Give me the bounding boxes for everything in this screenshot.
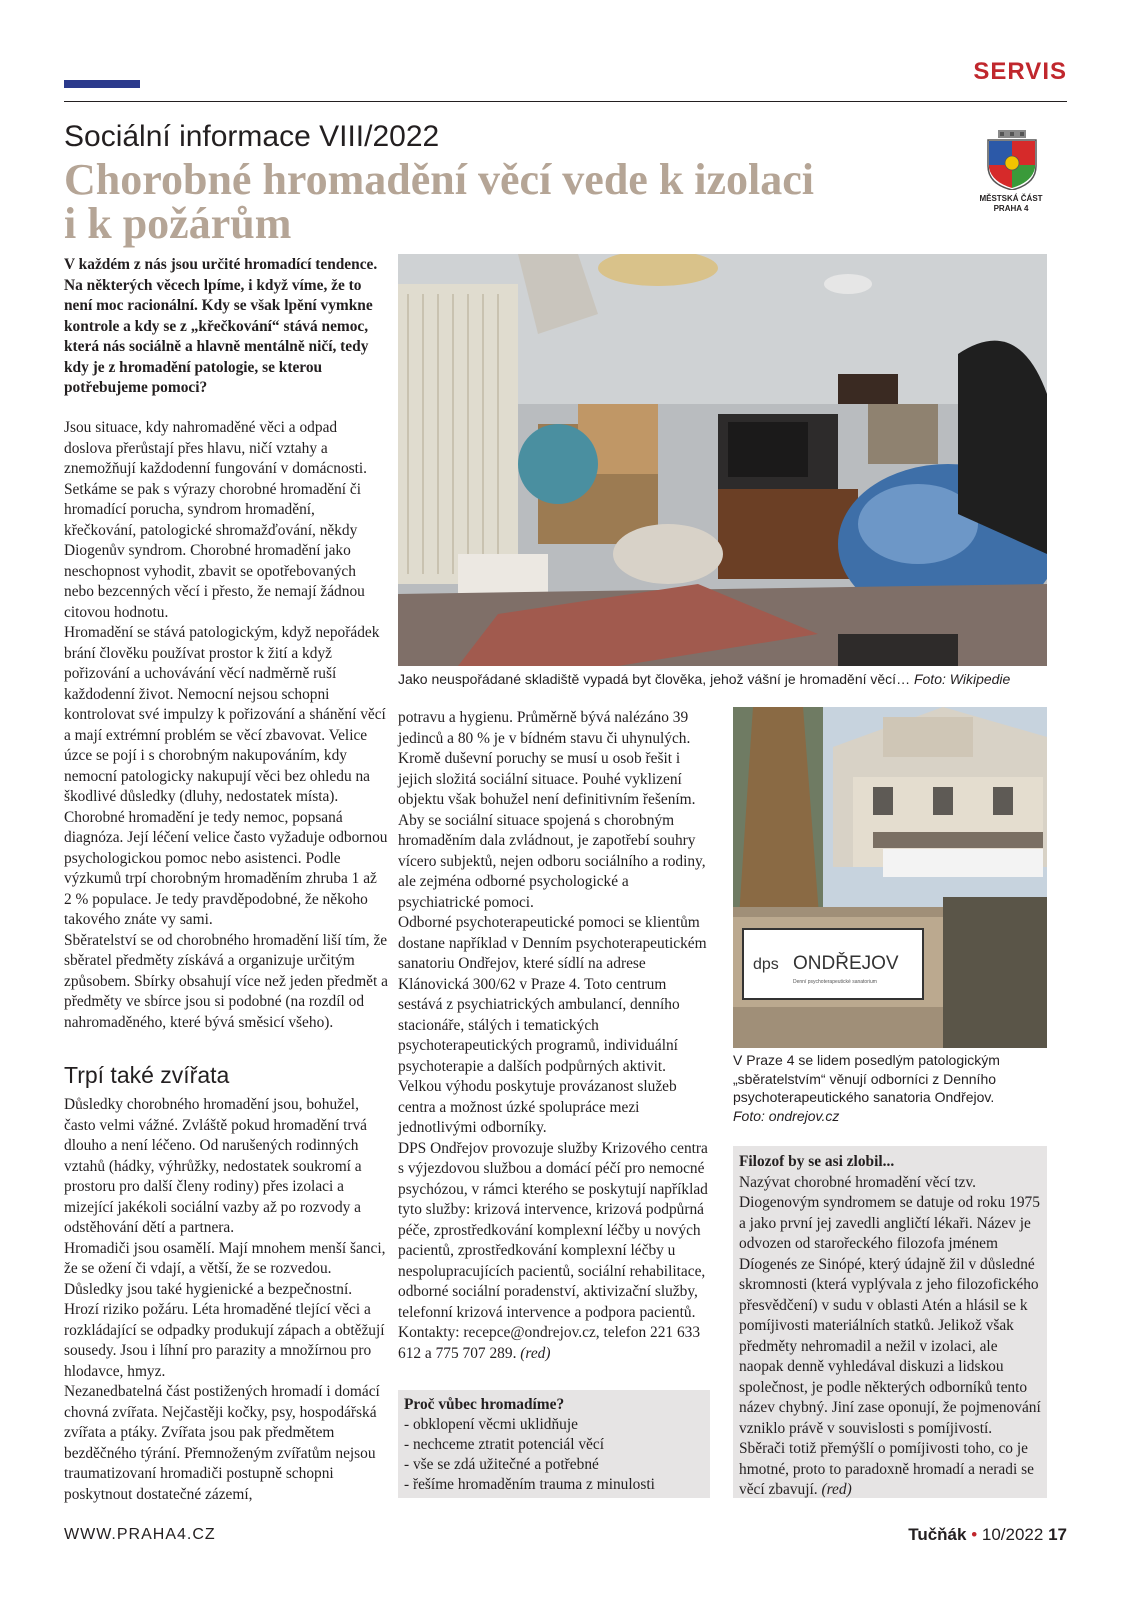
box-body: Nazývat chorobné hromadění věcí tzv. Diogenovým syndromem se datuje od roku 1975 a jako první jej zavedli angličtí lékaři. Název je odvozen od starořeckého filozofa jménem Díogenés ze Sinópé, který údajně žil v důsledné skromnosti (která vyplývala z jeho filozofického přesvědčení) v sudu v oblasti Atén a hlásil se k pomíjivosti materiálních statků. Jelikož však předměty nehromadil a nežil v izolaci, ale naopak denně vyhledával diskuzi a lidskou společnost, je podle některých odborníků tento název chybný. Jiní zase oponují, že pojmenování vzniklo právě v souvislosti s pomíjivostí. Sběrači totiž přemýšlí o pomíjivosti toho, co je hmotné, proto to paradoxně hromadí a neradi se věcí zbavují. <box>739 1173 1041 1498</box>
header-rule <box>64 101 1067 102</box>
list-item: - řešíme hromaděním trauma z minulosti <box>404 1476 655 1493</box>
photo-2-caption <box>733 1051 1047 1125</box>
section-label: SERVIS <box>973 58 1067 85</box>
paragraph: potravu a hygienu. Průměrně bývá nalézáno 39 jedinců a 80 % je v bídném stavu či uhynulých. Kromě duševní poruchy se musí u osob řešit i jejich složitá sociální situace. Pouhé vyklizení objektu však bohužel není definitivním řešením. Aby se sociální situace spojená s chorobným hromaděním dala zvládnout, je zapotřebí souhry vícero subjektů, nejen odboru sociálního a rodiny, ale zejména odborné psychologické a psychiatrické pomoci. <box>398 709 706 911</box>
list-item: - nechceme ztratit potenciál věcí <box>404 1436 604 1453</box>
article-column-1-continued <box>64 1095 388 1505</box>
philosopher-box <box>733 1146 1047 1498</box>
paragraph <box>398 1139 710 1365</box>
paragraph: Nezanedbatelná část postižených hromadí i domácí chovná zvířata. Nejčastěji kočky, psy, hospodářská zvířata a ptáky. Zvířata jsou pak předmětem bezděčného týrání. Přemnoženým zvířatům nejsou traumatizovaní hromadiči postupně schopni poskytnout dostatečné zázemí, <box>64 1383 380 1503</box>
list-item: - vše se zdá užitečné a potřebné <box>404 1456 599 1473</box>
district-crest <box>976 116 1046 222</box>
article-title: Chorobné hromadění věcí vede k izolaci i k požárům <box>64 155 815 248</box>
caption-text: V Praze 4 se lidem posedlým patologickým „sběratelstvím“ věnují odborníci z Denního psychoterapeutického sanatoria Ondřejov. <box>733 1052 1000 1105</box>
sign-text: ONDŘEJOV <box>793 953 899 974</box>
crest-caption <box>976 194 1046 214</box>
article-column-1 <box>64 418 388 1033</box>
paragraph: Důsledky chorobného hromadění jsou, bohužel, často velmi vážné. Zvláště pokud hromadění trvá dlouho a není léčeno. Od narušených rodinných vztahů (hádky, výhrůžky, nedostatek soukromí a prostoru pro další členy rodiny) přes izolaci a mizející jakékoli sociální vazby až po rozvody a odstěhování dětí a partnera. <box>64 1096 368 1236</box>
hoarded-room-photo <box>398 254 1047 666</box>
photo-credit: Foto: ondrejov.cz <box>733 1107 840 1124</box>
paragraph: Sběratelství se od chorobného hromadění liší tím, že sběratel předměty získává a organizuje určitým způsobem. Sbírky obsahují více než jeden předmět a předměty ve sbírce jsou si podobné (na rozdíl od nahromaděného, které bývá směsicí všeho). <box>64 931 388 1031</box>
list-item: - obklopení věcmi uklidňuje <box>404 1416 578 1433</box>
coat-of-arms-icon <box>986 130 1038 190</box>
article-subheading: Trpí také zvířata <box>64 1062 230 1088</box>
paragraph: Odborné psychoterapeutické pomoci se klientům dostane například v Denním psychoterapeutickém sanatoriu Ondřejov, které sídlí na adrese Klánovická 300/62 v Praze 4. Toto centrum sestává z psychiatrických ambulancí, denního stacionáře, stálých i tematických psychoterapeutických programů, individuální psychoterapie a dalších podpůrných aktivit. Velkou výhodu poskytuje provázanost služeb centra a možnost úzké spolupráce mezi jednotlivými odborníky. <box>398 914 707 1136</box>
page-number: 17 <box>1048 1525 1067 1544</box>
footer-website: WWW.PRAHA4.CZ <box>64 1526 216 1543</box>
box-title: Filozof by se asi zlobil... <box>739 1153 895 1170</box>
paragraph: Hromadění se stává patologickým, když nepořádek brání člověku používat prostor k žití a když pořizování a uchovávání věcí nadměrně ruší každodenní život. Nemocní nejsou schopni kontrolovat své impulzy k pořizování a shánění věcí a mají extrémní problém se věcí zbavovat. Velice úzce se pojí i s chorobným nakupováním, kdy nemocní patologicky nakupují věci bez ohledu na škodlivé důsledky (dluhy, nedostatek místa). Chorobné hromadění je tedy nemoc, popsaná diagnóza. Její léčení velice často vyžaduje odbornou psychologickou pomoc nebo asistenci. Podle výzkumů trpí chorobným hromaděním zhruba 1 až 2 % populace. Je tedy pravděpodobné, že někoho takového znáte vy sami. <box>64 624 388 928</box>
sign-logo-dps: dps <box>753 956 779 973</box>
crest-caption-line-1: MĚSTSKÁ ČÁST <box>979 194 1043 203</box>
why-we-hoard-box <box>398 1390 710 1498</box>
article-kicker: Sociální informace VIII/2022 <box>64 120 440 153</box>
box-title: Proč vůbec hromadíme? <box>404 1396 565 1413</box>
caption-text: Jako neuspořádané skladiště vypadá byt člověka, jehož vášní je hromadění věcí… <box>398 671 911 687</box>
author-sign: (red) <box>520 1344 551 1362</box>
paragraph-text: DPS Ondřejov provozuje služby Krizového centra s výjezdovou službou a domácí péčí pro nemocné psychózou, v rámci kterého se poskytují například tyto služby: krizová intervence, krizová podpůrná péče, zprostředkování komplexní léčby u nových pacientů, zprostředkování komplexní léčby u nespolupracujících pacientů, sociální rehabilitace, odborné sociální poradenství, aktivizační služby, telefonní krizová intervence a podpora pacientů. Kontakty: recepce@ondrejov.cz, telefon 221 633 612 a 775 707 289. <box>398 1139 708 1362</box>
photo-1-caption <box>398 671 1058 687</box>
issue-number: 10/2022 <box>981 1525 1044 1544</box>
footer-bullet: • <box>971 1525 978 1544</box>
magazine-name: Tučňák <box>908 1525 967 1544</box>
box-text <box>739 1173 1041 1501</box>
paragraph: Jsou situace, kdy nahromaděné věci a odpad doslova přerůstají přes hlavu, ničí vztahy a znemožňují každodenní fungování v domácnosti. Setkáme se pak s výrazy chorobné hromadění či hromadící porucha, syndrom hromadění, křečkování, patologické shromažďování, někdy Diogenův syndrom. Chorobné hromadění jako neschopnost vyhodit, zbavit se opotřebovaných nebo bezcenných věcí i přesto, že nemají žádnou citovou hodnotu. <box>64 419 368 621</box>
article-lead: V každém z nás jsou určité hromadící tendence. Na některých věcech lpíme, i když víme, že to není moc racionální. Kdy se však lpění vymkne kontrole a kdy se z „křečkování“ stává nemoc, která nás sociálně a hlavně mentálně ničí, tedy kdy je z hromadění patologie, se kterou potřebujeme pomoci? <box>64 256 378 396</box>
header-accent-bar <box>64 80 140 88</box>
author-sign: (red) <box>821 1481 852 1498</box>
paragraph: Hromadiči jsou osamělí. Mají mnohem menší šanci, že se ožení či vdají, a větší, že se rozvedou. Důsledky jsou také hygienické a bezpečnostní. Hrozí riziko požáru. Léta hromaděné tlející věci a rozkládající se odpadky produkují zápach a obtěžují sousedy. Jsou i líhní pro parazity a množírnou pro hlodavce, hmyz. <box>64 1239 386 1380</box>
article-column-2 <box>398 708 710 1364</box>
footer-issue <box>908 1525 1067 1545</box>
photo-credit: Foto: Wikipedie <box>913 671 1011 687</box>
sign-subtext: Denní psychoterapeutické sanatorium <box>793 979 877 985</box>
crest-caption-line-2: PRAHA 4 <box>993 204 1029 213</box>
ondrejov-building-photo <box>733 707 1047 1048</box>
